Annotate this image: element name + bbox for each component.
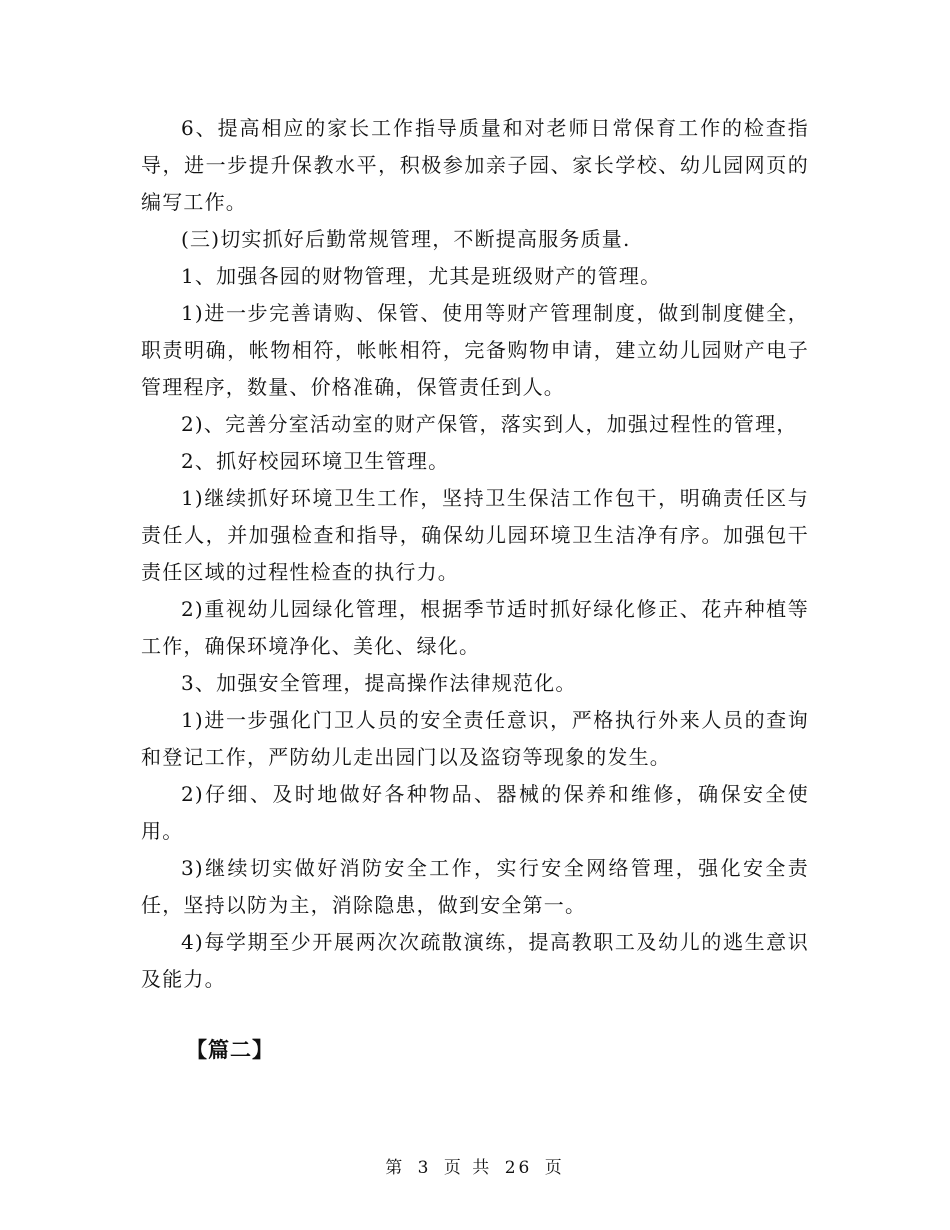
footer-page-number: 3 — [417, 1158, 432, 1178]
paragraph: 2)重视幼儿园绿化管理，根据季节适时抓好绿化修正、花卉种植等工作，确保环境净化、美化、绿化。 — [141, 597, 809, 658]
document-body — [141, 110, 809, 998]
page-footer — [0, 1153, 950, 1178]
paragraph: 3、加强安全管理，提高操作法律规范化。 — [181, 671, 577, 695]
footer-middle: 页 共 — [443, 1158, 493, 1178]
footer-prefix: 第 — [385, 1158, 406, 1178]
paragraph: (三)切实抓好后勤常规管理，不断提高服务质量. — [181, 227, 631, 251]
paragraph: 2)、完善分室活动室的财产保管，落实到人，加强过程性的管理， — [181, 412, 798, 436]
section-heading: 【篇二】 — [186, 1037, 274, 1062]
paragraph: 6、提高相应的家长工作指导质量和对老师日常保育工作的检查指导，进一步提升保教水平，积极参加亲子园、家长学校、幼儿园网页的编写工作。 — [141, 116, 809, 214]
paragraph: 2)仔细、及时地做好各种物品、器械的保养和维修，确保安全使用。 — [141, 782, 809, 843]
footer-suffix: 页 — [544, 1158, 565, 1178]
paragraph: 4)每学期至少开展两次次疏散演练，提高教职工及幼儿的逃生意识及能力。 — [141, 930, 809, 991]
paragraph: 1)进一步完善请购、保管、使用等财产管理制度，做到制度健全，职责明确，帐物相符，帐帐相符，完备购物申请，建立幼儿园财产电子管理程序，数量、价格准确，保管责任到人。 — [141, 301, 809, 399]
paragraph: 1)进一步强化门卫人员的安全责任意识，严格执行外来人员的查询和登记工作，严防幼儿走出园门以及盗窃等现象的发生。 — [141, 708, 809, 769]
paragraph: 2、抓好校园环境卫生管理。 — [181, 449, 450, 473]
paragraph: 3)继续切实做好消防安全工作，实行安全网络管理，强化安全责任，坚持以防为主，消除隐患，做到安全第一。 — [141, 856, 809, 917]
footer-total-pages: 26 — [504, 1158, 533, 1178]
paragraph: 1、加强各园的财物管理，尤其是班级财产的管理。 — [181, 264, 662, 288]
paragraph: 1)继续抓好环境卫生工作，坚持卫生保洁工作包干，明确责任区与责任人，并加强检查和指导，确保幼儿园环境卫生洁净有序。加强包干责任区域的过程性检查的执行力。 — [141, 486, 809, 584]
